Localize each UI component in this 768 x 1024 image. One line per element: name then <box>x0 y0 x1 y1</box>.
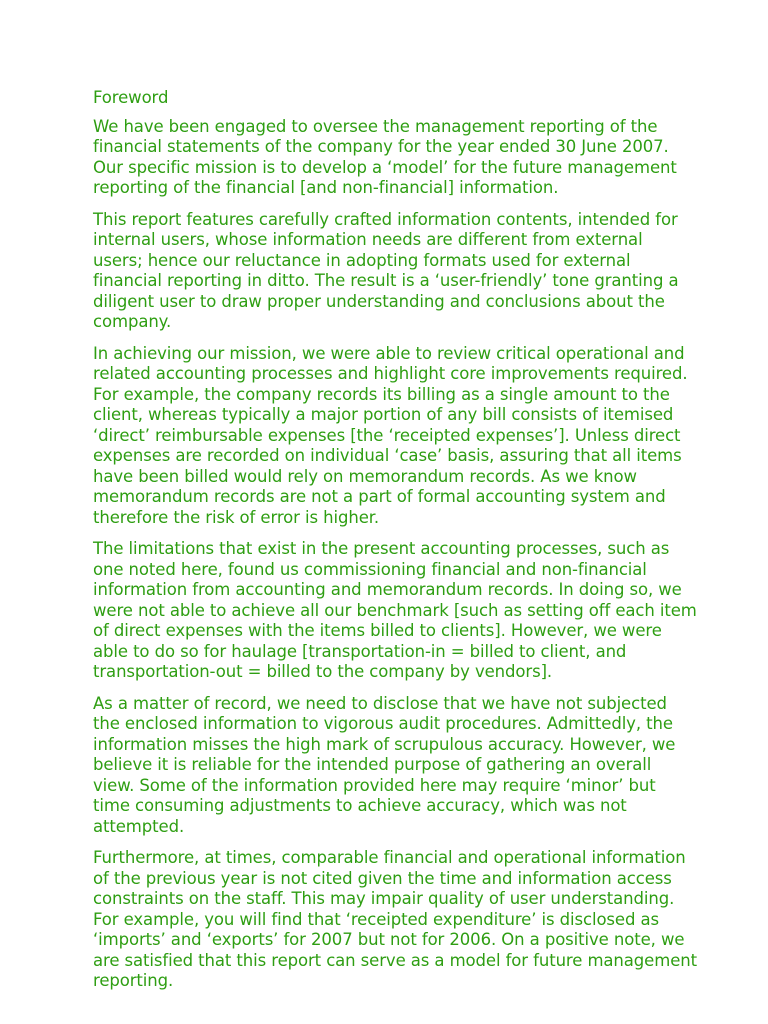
text-line: expenses are recorded on individual ‘case’ basis, assuring that all items <box>93 446 682 465</box>
text-line: therefore the risk of error is higher. <box>93 507 380 527</box>
text-line: financial statements of the company for the year ended 30 June 2007. <box>93 137 669 156</box>
paragraph-mission <box>93 344 688 529</box>
text-line: ‘direct’ reimbursable expenses [the ‘receipted expenses’]. Unless direct <box>93 425 681 445</box>
text-line: believe it is reliable for the intended purpose of gathering an overall <box>93 755 652 774</box>
text-line: attempted. <box>93 816 185 836</box>
text-line: financial reporting in ditto. The result is a ‘user-friendly’ tone granting a <box>93 271 679 290</box>
text-line: transportation-out = billed to the company by vendors]. <box>93 662 553 681</box>
text-line: This report features carefully crafted information contents, intended for <box>93 209 678 229</box>
text-line: are satisfied that this report can serve as a model for future management <box>93 950 697 970</box>
text-line: client, whereas typically a major portion of any bill consists of itemised <box>93 405 674 424</box>
text-line: Furthermore, at times, comparable financial and operational information <box>93 848 686 867</box>
text-line: view. Some of the information provided here may require ‘minor’ but <box>93 775 656 795</box>
text-line: memorandum records are not a part of formal accounting system and <box>93 487 666 506</box>
paragraph-comparables <box>93 848 697 992</box>
text-line: constraints on the staff. This may impair quality of user understanding. <box>93 889 675 908</box>
text-line: As a matter of record, we need to disclose that we have not subjected <box>93 693 667 713</box>
text-line: information from accounting and memorandum records. In doing so, we <box>93 580 682 599</box>
text-line: related accounting processes and highlight core improvements required. <box>93 364 688 383</box>
text-line: reporting of the financial [and non-financial] information. <box>93 178 559 197</box>
text-line: diligent user to draw proper understanding and conclusions about the <box>93 291 665 311</box>
text-line: have been billed would rely on memorandum records. As we know <box>93 466 637 486</box>
page-heading: Foreword <box>93 88 169 107</box>
text-line: For example, you will find that ‘receipted expenditure’ is disclosed as <box>93 909 660 929</box>
paragraph-limitations <box>93 539 697 683</box>
text-line: For example, the company records its billing as a single amount to the <box>93 384 670 404</box>
paragraph-engagement <box>93 117 688 199</box>
text-line: internal users, whose information needs are different from external <box>93 230 643 249</box>
text-line: The limitations that exist in the present accounting processes, such as <box>93 539 670 558</box>
text-line: In achieving our mission, we were able to review critical operational and <box>93 343 685 363</box>
text-line: users; hence our reluctance in adopting formats used for external <box>93 250 631 270</box>
text-line: Our specific mission is to develop a ‘model’ for the future management <box>93 157 677 177</box>
text-line: company. <box>93 312 172 331</box>
paragraph-report-features <box>93 210 688 333</box>
text-line: were not able to achieve all our benchmark [such as setting off each item <box>93 600 697 620</box>
paragraph-audit-disclosure <box>93 694 688 838</box>
text-line: information misses the high mark of scrupulous accuracy. However, we <box>93 734 676 754</box>
text-line: time consuming adjustments to achieve accuracy, which was not <box>93 796 627 815</box>
text-line: one noted here, found us commissioning financial and non-financial <box>93 559 647 579</box>
text-line: of the previous year is not cited given the time and information access <box>93 868 672 888</box>
text-line: able to do so for haulage [transportation-in = billed to client, and <box>93 641 627 661</box>
text-line: reporting. <box>93 971 174 990</box>
text-line: of direct expenses with the items billed to clients]. However, we were <box>93 621 662 640</box>
text-line: We have been engaged to oversee the management reporting of the <box>93 116 658 136</box>
text-line: ‘imports’ and ‘exports’ for 2007 but not for 2006. On a positive note, we <box>93 930 685 949</box>
text-line: the enclosed information to vigorous audit procedures. Admittedly, the <box>93 714 673 733</box>
